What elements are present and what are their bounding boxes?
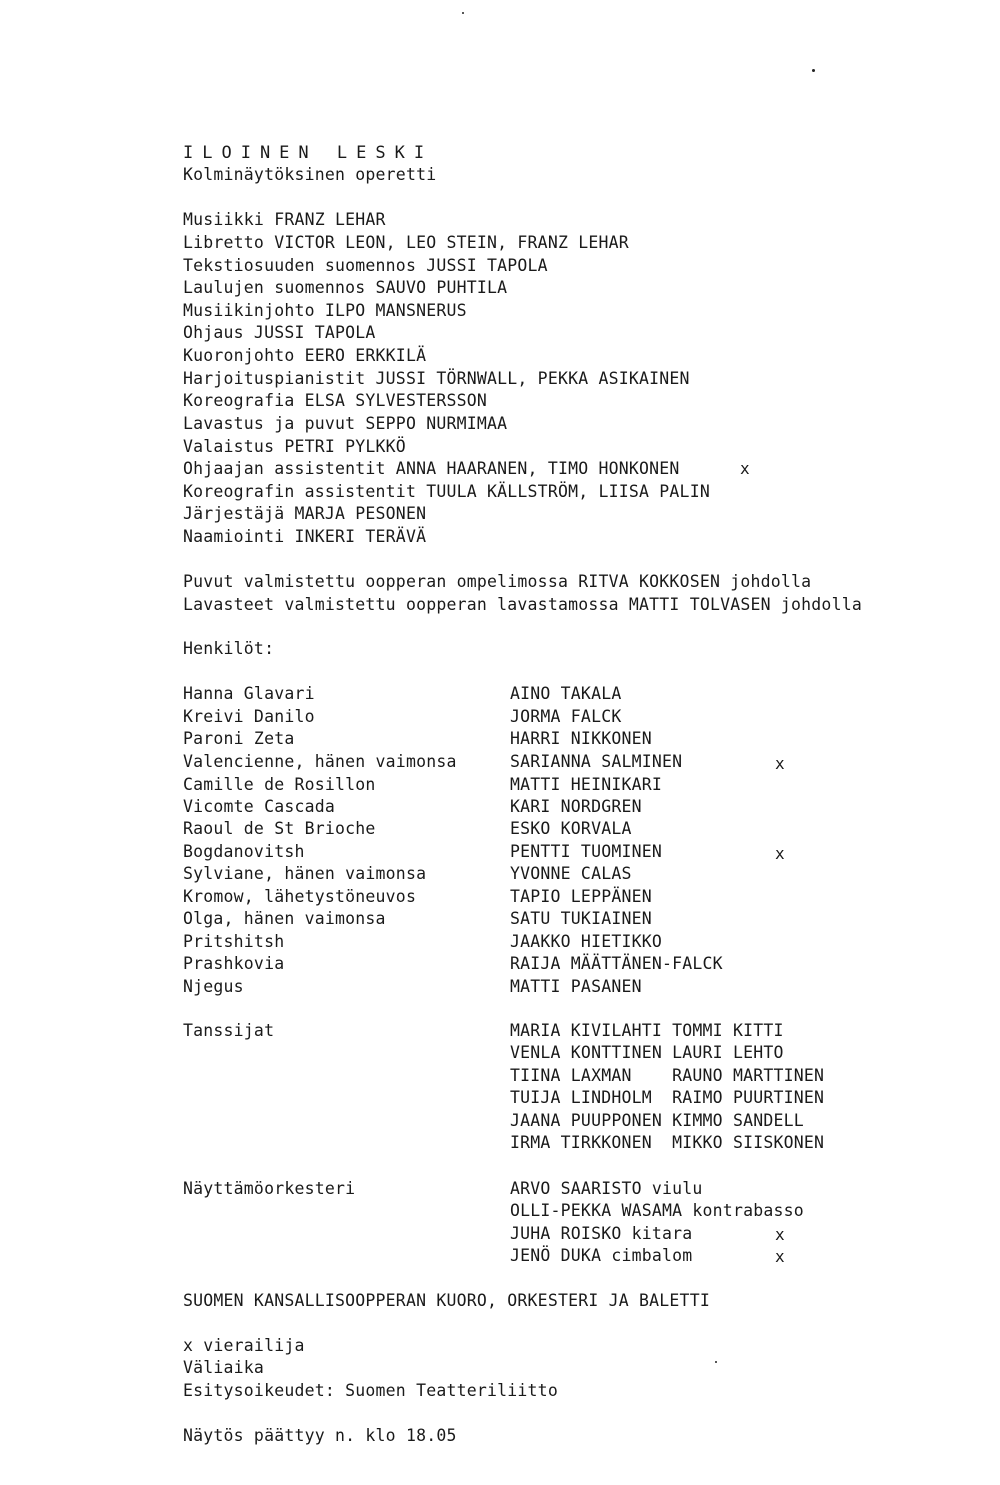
- cast-role: Camille de Rosillon: [183, 775, 376, 794]
- cast-actor: SARIANNA SALMINEN: [510, 752, 683, 771]
- cast-role: Njegus: [183, 977, 244, 996]
- credit-line: Koreografia ELSA SYLVESTERSSON: [183, 391, 488, 410]
- credit-line: Järjestäjä MARJA PESONEN: [183, 504, 427, 523]
- cast-actor: SATU TUKIAINEN: [510, 909, 652, 928]
- cast-actor: RAIJA MÄÄTTÄNEN-FALCK: [510, 954, 723, 973]
- dancer-line: TUIJA LINDHOLM RAIMO PUURTINEN: [510, 1088, 825, 1107]
- credit-line: Tekstiosuuden suomennos JUSSI TAPOLA: [183, 256, 548, 275]
- cast-actor: PENTTI TUOMINEN: [510, 842, 663, 861]
- cast-actor: AINO TAKALA: [510, 684, 622, 703]
- credit-line: Musiikki FRANZ LEHAR: [183, 210, 386, 229]
- dancers-label: Tanssijat: [183, 1021, 275, 1040]
- cast-role: Kromow, lähetystöneuvos: [183, 887, 417, 906]
- cast-role: Valencienne, hänen vaimonsa: [183, 752, 457, 771]
- paper-speck: [462, 12, 464, 14]
- credit-line: Koreografin assistentit TUULA KÄLLSTRÖM, LIISA PALIN: [183, 482, 710, 501]
- cast-actor: KARI NORDGREN: [510, 797, 642, 816]
- dancer-line: TIINA LAXMAN RAUNO MARTTINEN: [510, 1066, 825, 1085]
- title: ILOINEN LESKI: [183, 143, 434, 163]
- cast-actor: HARRI NIKKONEN: [510, 729, 652, 748]
- cast-actor: MATTI PASANEN: [510, 977, 642, 996]
- cast-heading: Henkilöt:: [183, 639, 275, 658]
- guest-mark: x: [775, 1247, 785, 1266]
- workshop-line: Puvut valmistettu oopperan ompelimossa RITVA KOKKOSEN johdolla: [183, 572, 812, 591]
- footer-line: Esitysoikeudet: Suomen Teatteriliitto: [183, 1381, 558, 1400]
- cast-role: Pritshitsh: [183, 932, 285, 951]
- cast-role: Prashkovia: [183, 954, 285, 973]
- guest-mark: x: [775, 754, 785, 773]
- cast-role: Paroni Zeta: [183, 729, 295, 748]
- orchestra-label: Näyttämöorkesteri: [183, 1179, 356, 1198]
- cast-role: Bogdanovitsh: [183, 842, 305, 861]
- credit-line: Libretto VICTOR LEON, LEO STEIN, FRANZ LEHAR: [183, 233, 629, 252]
- cast-actor: ESKO KORVALA: [510, 819, 632, 838]
- guest-mark: x: [775, 844, 785, 863]
- orchestra-line: OLLI-PEKKA WASAMA kontrabasso: [510, 1201, 804, 1220]
- orchestra-line: JENÖ DUKA cimbalom: [510, 1246, 693, 1265]
- credit-line: Valaistus PETRI PYLKKÖ: [183, 437, 406, 456]
- paper-speck: [715, 1361, 717, 1363]
- credit-line: Musiikinjohto ILPO MANSNERUS: [183, 301, 467, 320]
- cast-role: Hanna Glavari: [183, 684, 315, 703]
- cast-role: Olga, hänen vaimonsa: [183, 909, 386, 928]
- footer-line: Väliaika: [183, 1358, 265, 1377]
- end-note: Näytös päättyy n. klo 18.05: [183, 1426, 457, 1445]
- credit-line: Ohjaajan assistentit ANNA HAARANEN, TIMO HONKONEN: [183, 459, 680, 478]
- footer-line: x vierailija: [183, 1336, 305, 1355]
- credit-line: Harjoituspianistit JUSSI TÖRNWALL, PEKKA ASIKAINEN: [183, 369, 690, 388]
- cast-role: Sylviane, hänen vaimonsa: [183, 864, 427, 883]
- company-line: SUOMEN KANSALLISOOPPERAN KUORO, ORKESTERI JA BALETTI: [183, 1291, 710, 1310]
- cast-actor: MATTI HEINIKARI: [510, 775, 663, 794]
- cast-actor: JAAKKO HIETIKKO: [510, 932, 663, 951]
- credit-line: Lavastus ja puvut SEPPO NURMIMAA: [183, 414, 508, 433]
- dancer-line: IRMA TIRKKONEN MIKKO SIISKONEN: [510, 1133, 825, 1152]
- cast-role: Kreivi Danilo: [183, 707, 315, 726]
- cast-role: Raoul de St Brioche: [183, 819, 376, 838]
- dancer-line: MARIA KIVILAHTI TOMMI KITTI: [510, 1021, 784, 1040]
- subtitle: Kolminäytöksinen operetti: [183, 165, 437, 184]
- credit-line: Laulujen suomennos SAUVO PUHTILA: [183, 278, 508, 297]
- paper-speck: [812, 69, 815, 72]
- cast-actor: TAPIO LEPPÄNEN: [510, 887, 652, 906]
- credit-line: Naamiointi INKERI TERÄVÄ: [183, 527, 427, 546]
- guest-mark: x: [775, 1225, 785, 1244]
- orchestra-line: JUHA ROISKO kitara: [510, 1224, 693, 1243]
- cast-role: Vicomte Cascada: [183, 797, 336, 816]
- guest-mark: x: [740, 459, 750, 478]
- cast-actor: JORMA FALCK: [510, 707, 622, 726]
- workshop-line: Lavasteet valmistettu oopperan lavastamossa MATTI TOLVASEN johdolla: [183, 595, 862, 614]
- credit-line: Ohjaus JUSSI TAPOLA: [183, 323, 376, 342]
- credit-line: Kuoronjohto EERO ERKKILÄ: [183, 346, 427, 365]
- orchestra-line: ARVO SAARISTO viulu: [510, 1179, 703, 1198]
- dancer-line: JAANA PUUPPONEN KIMMO SANDELL: [510, 1111, 804, 1130]
- dancer-line: VENLA KONTTINEN LAURI LEHTO: [510, 1043, 784, 1062]
- cast-actor: YVONNE CALAS: [510, 864, 632, 883]
